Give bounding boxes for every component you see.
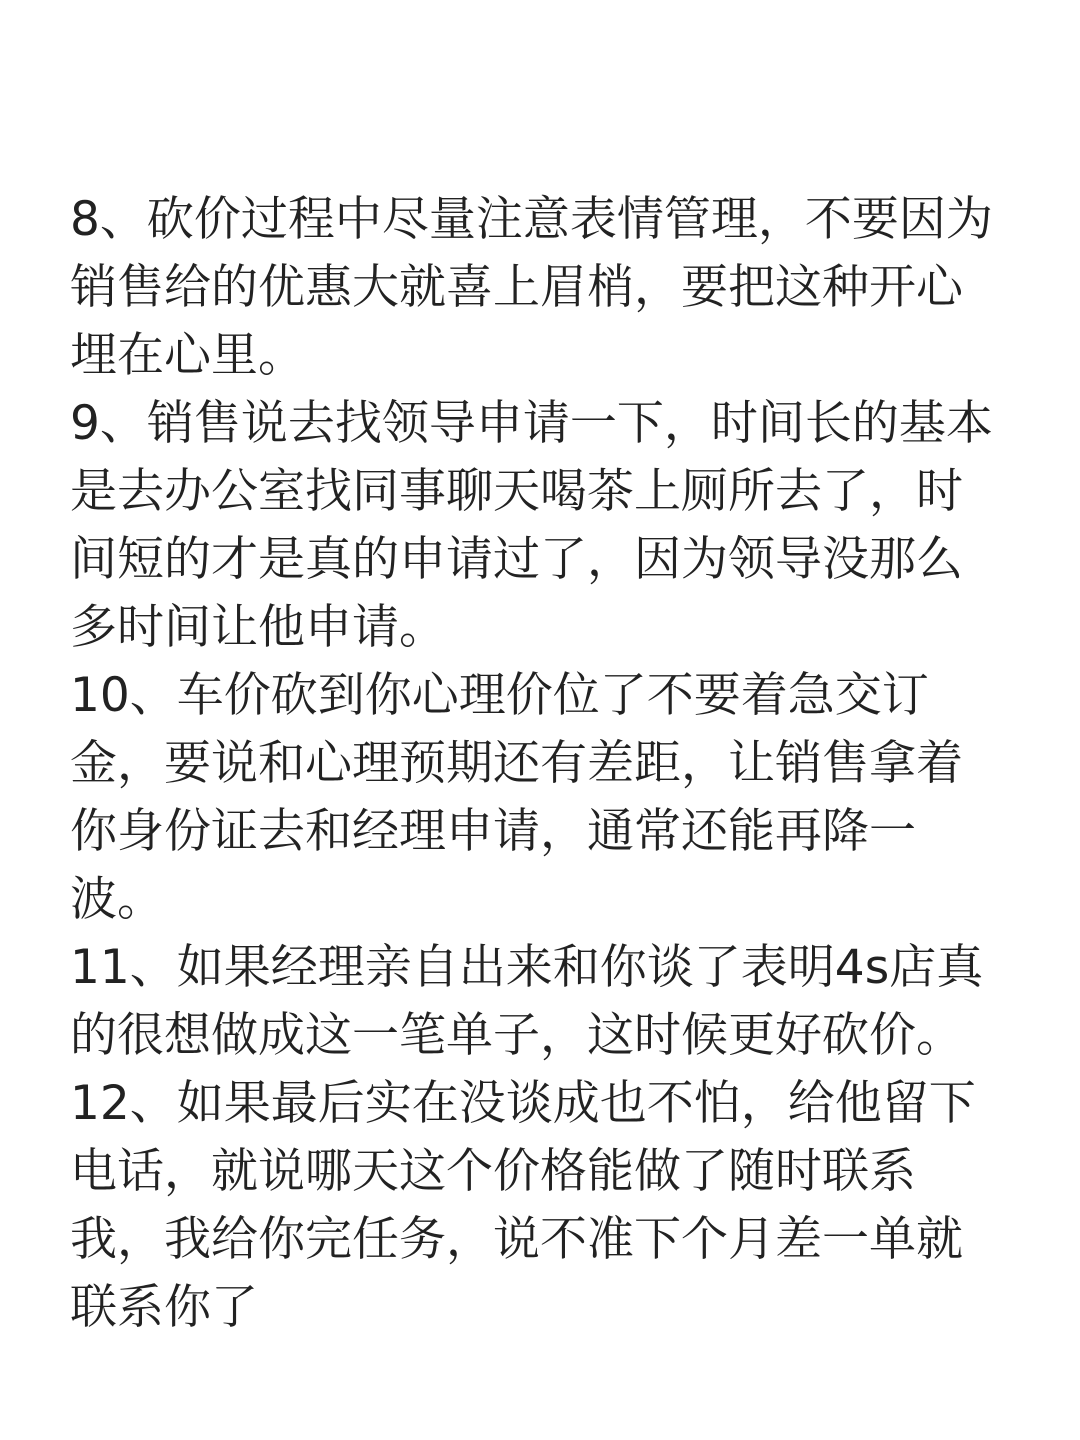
tip-12-line-2: 电话，就说哪天这个价格能做了随时联系	[70, 1144, 916, 1199]
tip-12-line-1: 12、如果最后实在没谈成也不怕，给他留下	[70, 1076, 976, 1131]
tip-8-line-1: 8、砍价过程中尽量注意表情管理，不要因为	[70, 192, 993, 247]
tip-8-line-2: 销售给的优惠大就喜上眉梢，要把这种开心	[70, 260, 963, 315]
tip-10-line-1: 10、车价砍到你心理价位了不要着急交订	[70, 668, 929, 723]
tip-11	[70, 934, 1030, 1070]
tip-9-line-1: 9、销售说去找领导申请一下，时间长的基本	[70, 396, 993, 451]
tip-9-line-3: 间短的才是真的申请过了，因为领导没那么	[70, 532, 963, 587]
tip-11-line-1: 11、如果经理亲自出来和你谈了表明4s店真	[70, 940, 984, 995]
tip-9-line-4: 多时间让他申请。	[70, 600, 446, 655]
tip-9	[70, 390, 1030, 662]
tip-12-line-4: 联系你了	[70, 1280, 258, 1335]
note-body	[70, 186, 1030, 1342]
tip-10	[70, 662, 1030, 934]
tip-9-line-2: 是去办公室找同事聊天喝茶上厕所去了，时	[70, 464, 963, 519]
tip-8-line-3: 埋在心里。	[70, 328, 305, 383]
tip-8	[70, 186, 1030, 390]
tip-12-line-3: 我，我给你完任务，说不准下个月差一单就	[70, 1212, 963, 1267]
tip-12	[70, 1070, 1030, 1342]
tip-10-line-2: 金，要说和心理预期还有差距，让销售拿着	[70, 736, 963, 791]
tip-11-line-2: 的很想做成这一笔单子，这时候更好砍价。	[70, 1008, 963, 1063]
tip-10-line-3: 你身份证去和经理申请，通常还能再降一	[70, 804, 916, 859]
tip-10-line-4: 波。	[70, 872, 164, 927]
